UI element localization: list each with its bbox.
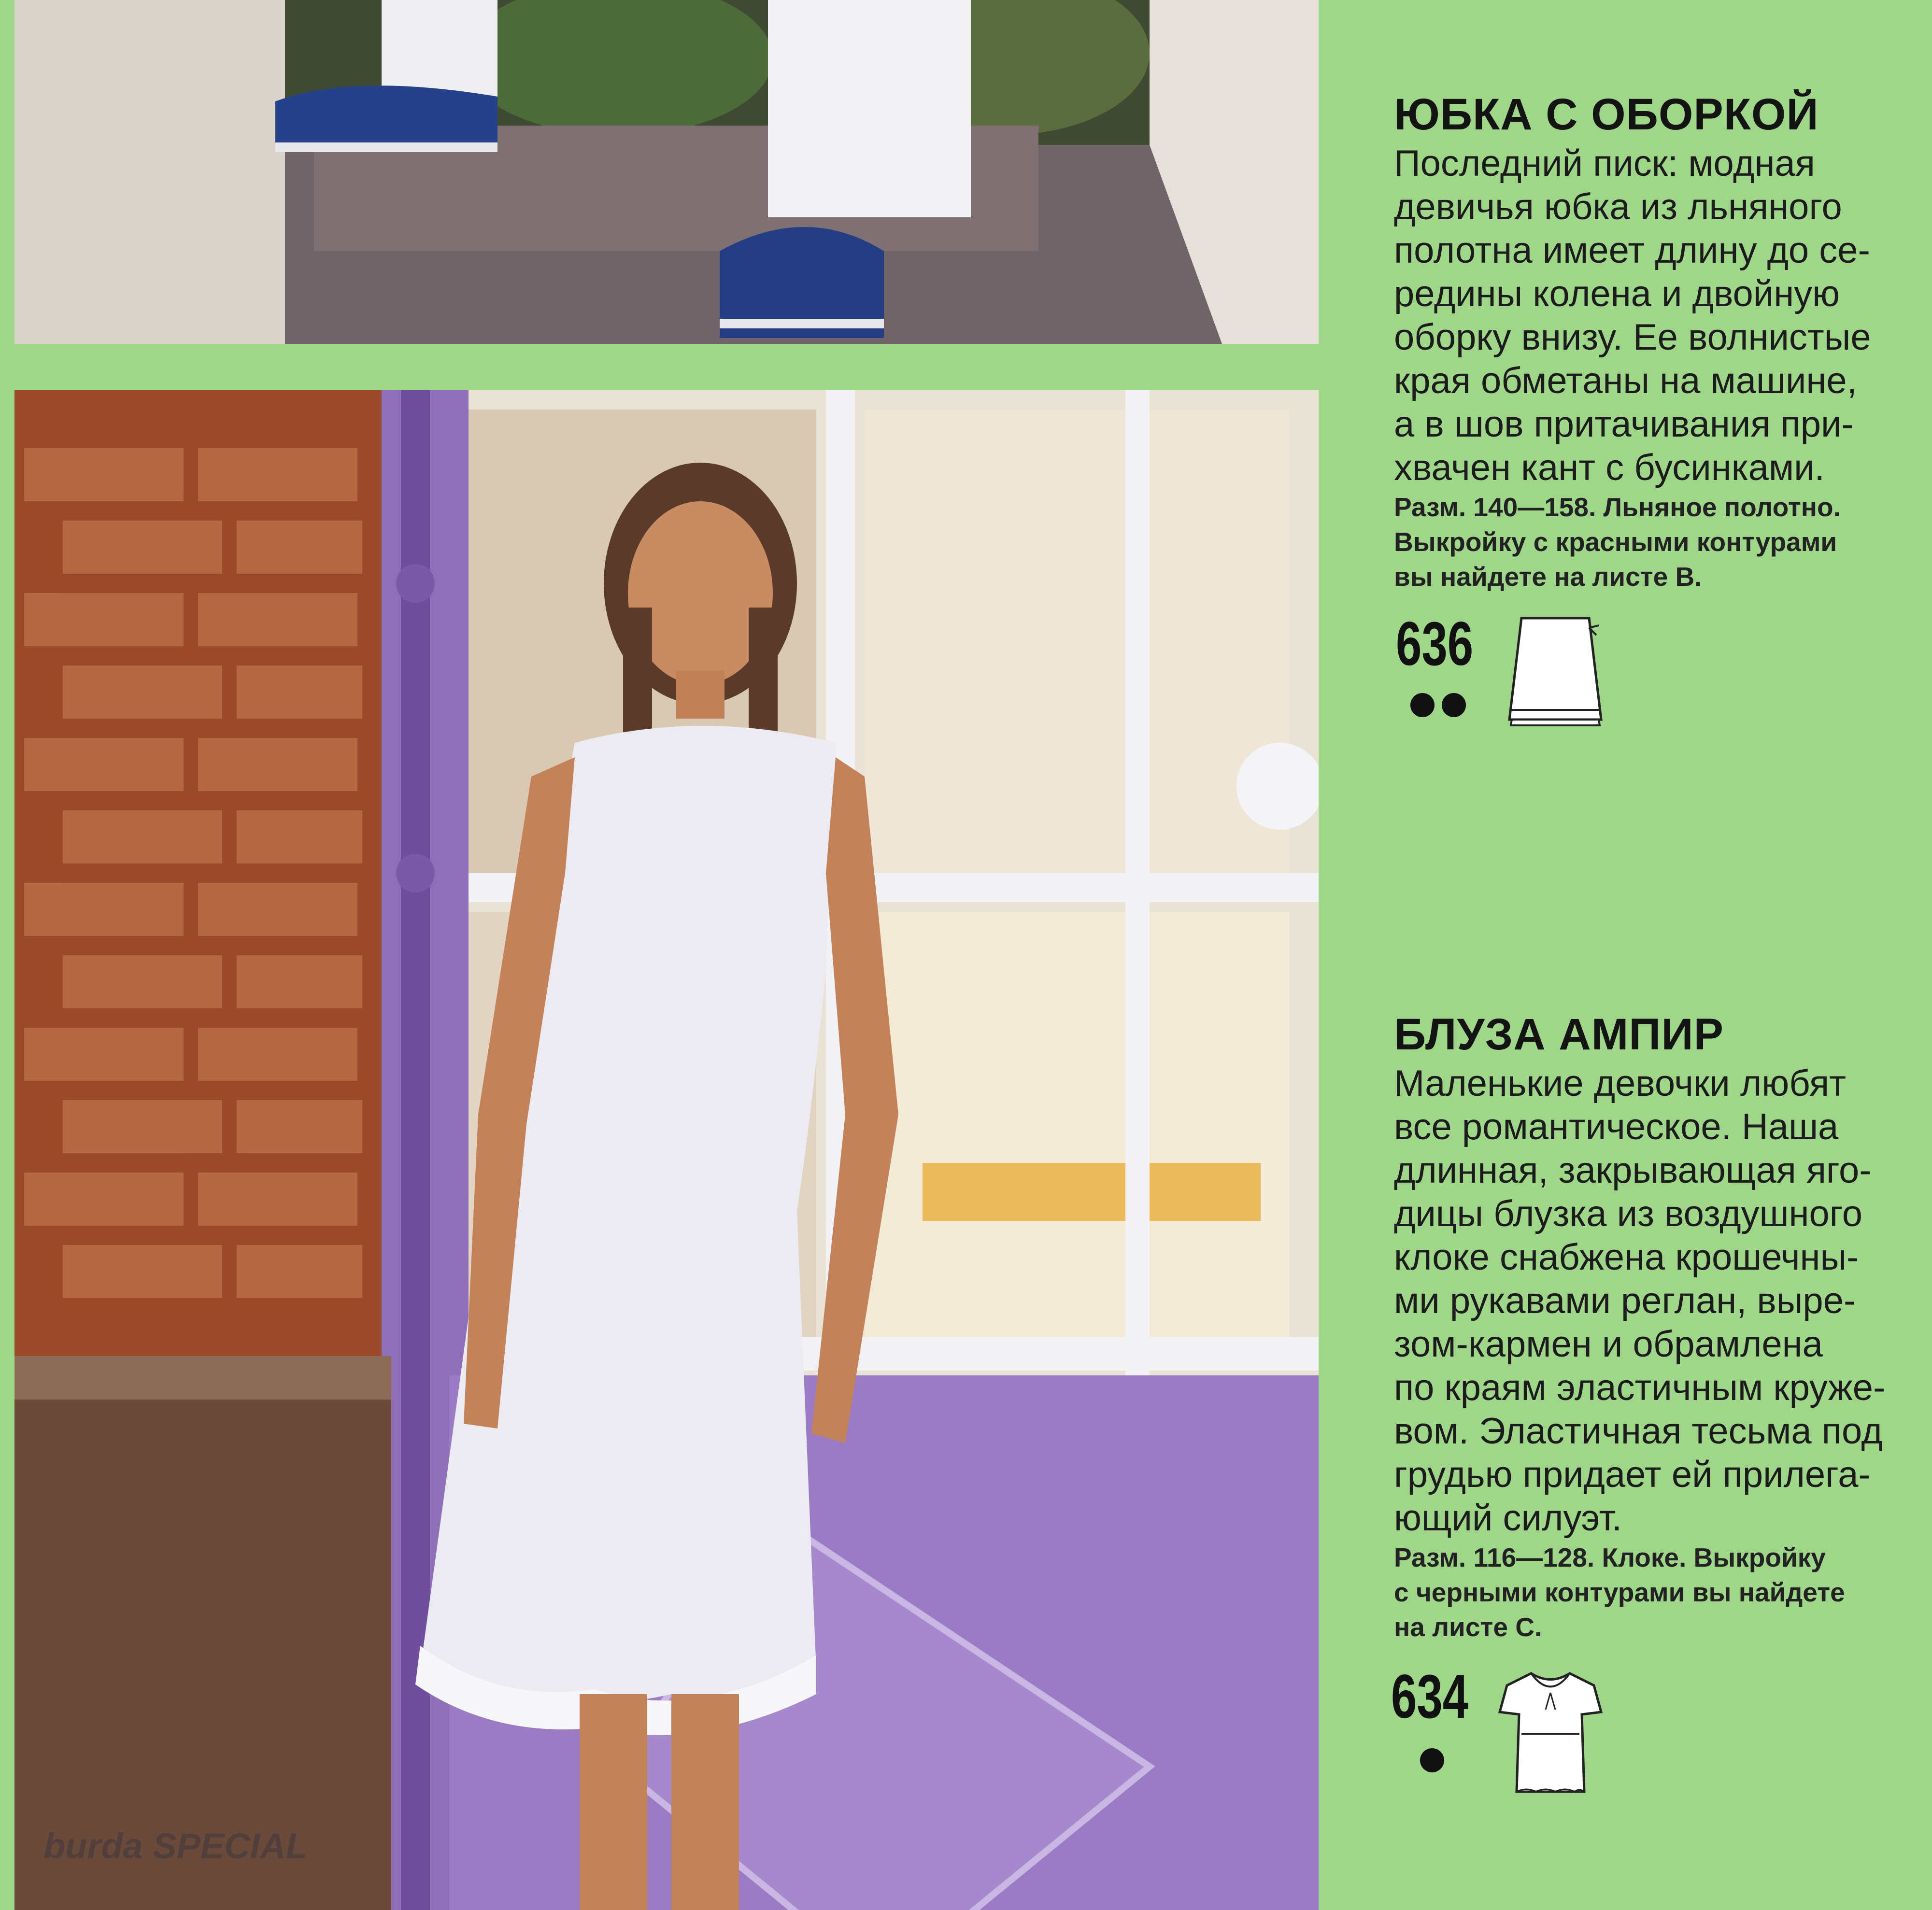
- article-skirt: [1394, 89, 1916, 594]
- article-body: [1394, 1062, 1916, 1540]
- article-details: [1394, 1540, 1916, 1644]
- article-details: [1394, 490, 1916, 594]
- body-line: все романтическое. Наша: [1394, 1106, 1839, 1147]
- body-line: зом-кармен и обрамлена: [1394, 1324, 1823, 1365]
- body-line: длинная, закрывающая яго-: [1394, 1150, 1872, 1191]
- details-line: Разм. 116—128. Клоке. Выкройку: [1394, 1542, 1826, 1572]
- difficulty-dot: [1442, 693, 1466, 717]
- blouse-drawing-icon: [1497, 1666, 1604, 1801]
- body-line: оборку внизу. Ее волнистые: [1394, 317, 1871, 358]
- model-number: 634: [1391, 1662, 1469, 1731]
- article-body: [1394, 142, 1916, 490]
- body-line: края обметаны на машине,: [1394, 360, 1857, 401]
- details-line: на листе С.: [1394, 1612, 1542, 1642]
- model-number: 636: [1396, 609, 1474, 679]
- body-line: клоке снабжена крошечны-: [1394, 1237, 1859, 1278]
- body-line: дицы блузка из воздушного: [1394, 1193, 1863, 1234]
- body-line: редины колена и двойную: [1394, 273, 1840, 314]
- body-line: по краям эластичным круже-: [1394, 1367, 1886, 1408]
- top-photo: [14, 0, 1319, 344]
- details-line: Разм. 140—158. Льняное полотно.: [1394, 492, 1841, 522]
- top-photo-scene: [14, 0, 1319, 344]
- details-line: с черными контурами вы найдете: [1394, 1577, 1845, 1607]
- details-line: вы найдете на листе В.: [1394, 562, 1702, 592]
- body-line: Маленькие девочки любят: [1394, 1063, 1847, 1104]
- details-line: Выкройку с красными контурами: [1394, 527, 1837, 557]
- body-line: полотна имеет длину до се-: [1394, 230, 1870, 271]
- difficulty-dot: [1420, 1748, 1444, 1772]
- body-line: ми рукавами реглан, выре-: [1394, 1280, 1856, 1321]
- main-photo: [14, 390, 1319, 1910]
- difficulty-dot: [1410, 693, 1435, 717]
- body-line: хвачен кант с бусинками.: [1394, 447, 1825, 488]
- body-line: девичья юбка из льняного: [1394, 186, 1842, 227]
- body-line: а в шов притачивания при-: [1394, 404, 1854, 445]
- body-line: Последний писк: модная: [1394, 143, 1815, 184]
- body-line: грудью придает ей прилега-: [1394, 1454, 1871, 1495]
- article-title: ЮБКА С ОБОРКОЙ: [1394, 90, 1819, 139]
- skirt-drawing-icon: [1502, 613, 1608, 729]
- magazine-watermark: burda SPECIAL: [43, 1826, 308, 1866]
- article-title: БЛУЗА АМПИР: [1394, 1010, 1724, 1059]
- body-line: вом. Эластичная тесьма под: [1394, 1411, 1883, 1452]
- article-blouse: [1394, 1009, 1916, 1644]
- main-photo-scene: [14, 390, 1319, 1910]
- body-line: ющий силуэт.: [1394, 1498, 1622, 1539]
